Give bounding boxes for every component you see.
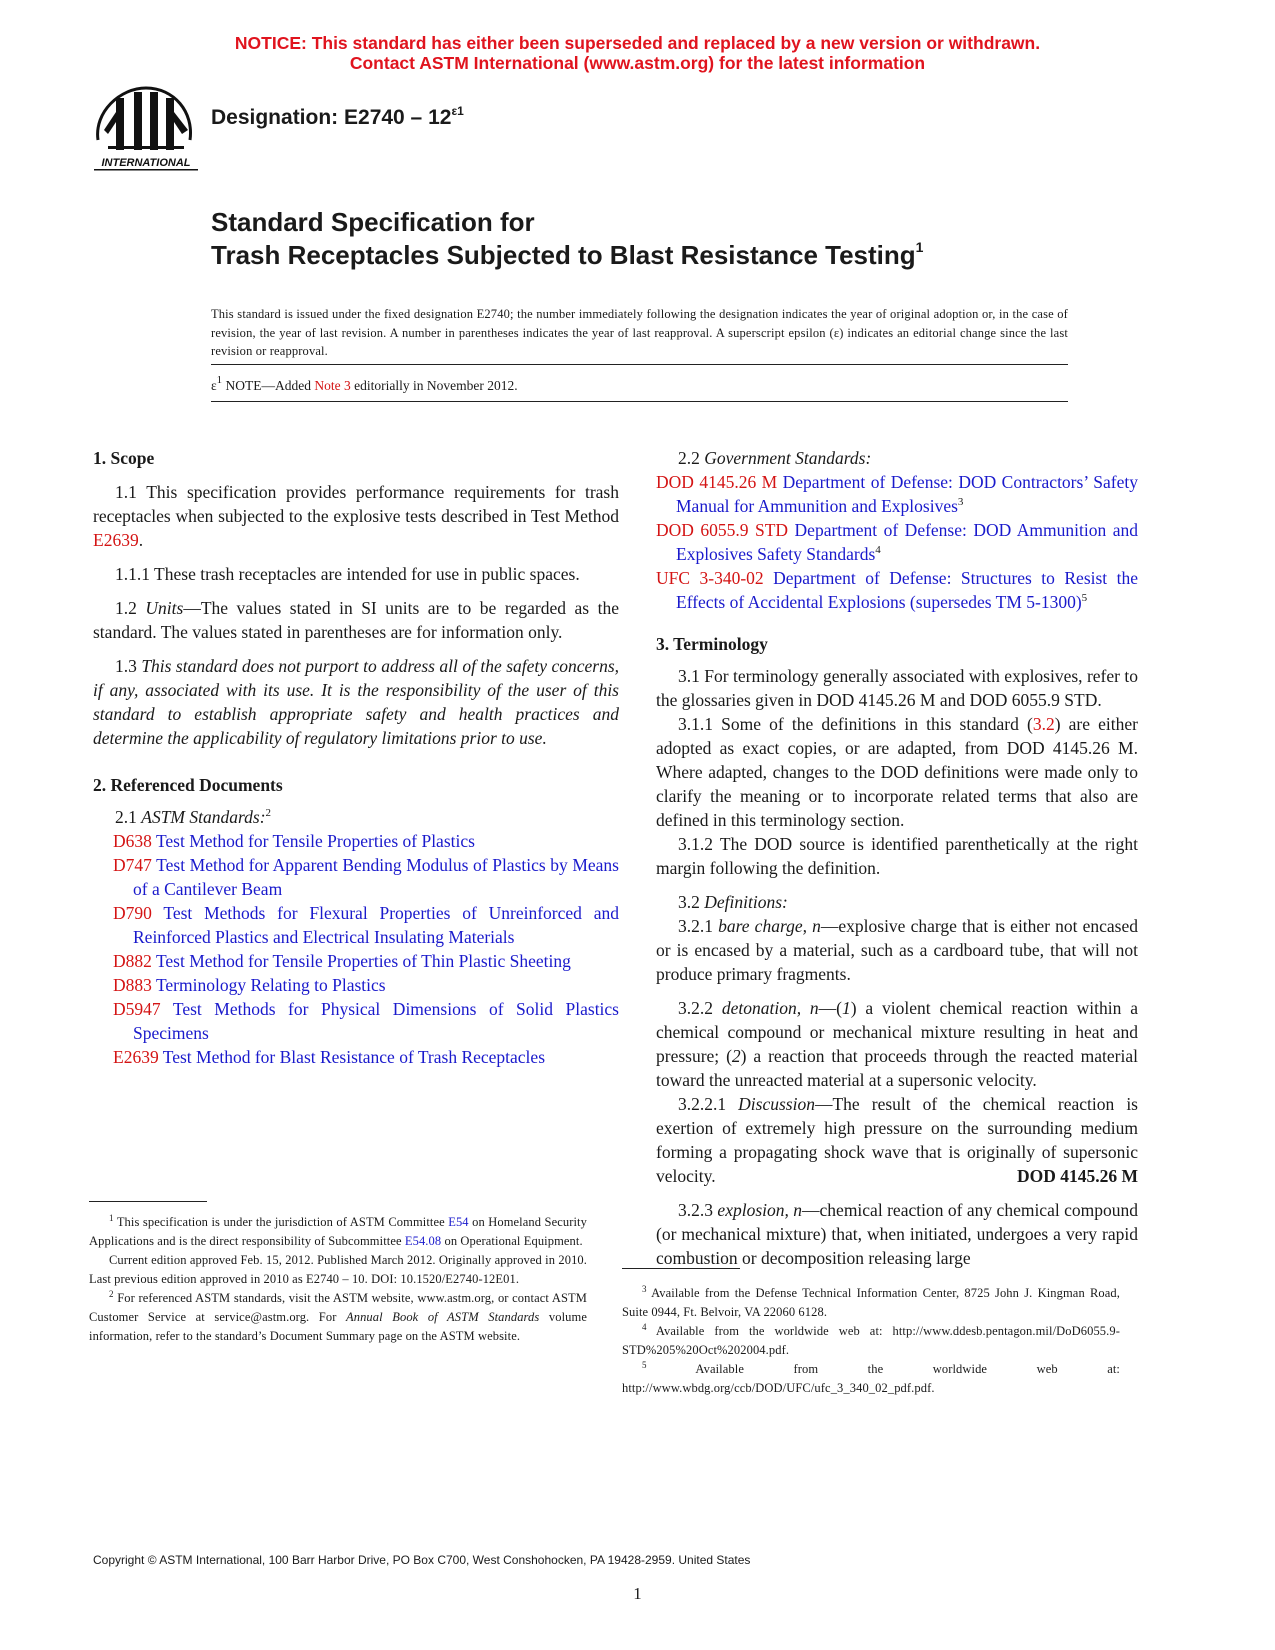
para-3-2-3-num: 3.2.3: [678, 1200, 718, 1220]
gov-reference-title[interactable]: Department of Defense: DOD Contractors’ Safety Manual for Ammunition and Explosives: [676, 472, 1138, 516]
footnotes-right: [622, 1284, 1120, 1398]
para-2-2-num: 2.2: [678, 448, 705, 468]
para-3-2-2-c: ) a reaction that proceeds through the reacted material toward the unreacted material at a supersonic velocity.: [656, 1046, 1138, 1090]
footnote-3: [622, 1284, 1120, 1322]
reference-item[interactable]: [113, 973, 619, 997]
section-1-heading: 1. Scope: [93, 448, 155, 468]
footnote-1-mark: 1: [109, 1213, 114, 1223]
footnotes-left: [89, 1213, 587, 1346]
para-3-2-2-i2: 2: [731, 1046, 741, 1066]
reference-title[interactable]: Test Method for Apparent Bending Modulus of Plastics by Means of a Cantilever Beam: [133, 855, 619, 899]
reference-item[interactable]: [113, 949, 619, 973]
para-3-1-1-pre: 3.1.1 Some of the definitions in this standard (: [678, 714, 1033, 734]
gov-reference-sup: 3: [957, 496, 964, 508]
footnote-1-post: on Operational Equipment.: [441, 1234, 583, 1248]
reference-title[interactable]: Test Methods for Physical Dimensions of Solid Plastics Specimens: [133, 999, 619, 1043]
reference-item[interactable]: [113, 997, 619, 1045]
footnote-4-text: Available from the worldwide web at: http://www.ddesb.pentagon.mil/DoD6055.9-STD%205%20Oct%202004.pdf.: [622, 1324, 1120, 1357]
para-1-1-text: 1.1 This specification provides performance requirements for trash receptacles when subjected to the explosive tests described in Test Method: [93, 482, 619, 526]
para-1-1: [93, 480, 619, 552]
para-1-2: [93, 596, 619, 644]
gov-reference-code[interactable]: UFC 3-340-02: [656, 568, 764, 588]
para-3-2-3-term: explosion, n: [717, 1200, 803, 1220]
footnote-5: [622, 1360, 1120, 1398]
issued-statement: This standard is issued under the fixed designation E2740; the number immediately following the designation indicates the year of original adoption or, in the case of revision, the year of last revision. A number in parentheses indicates the year of last reapproval. A superscript epsilon (ε) indicates an editorial change since the last revision or reapproval.: [211, 307, 1068, 358]
gov-reference-title[interactable]: Department of Defense: Structures to Resist the Effects of Accidental Explosions (supersedes TM 5-1300): [676, 568, 1139, 612]
para-3-2-1-num: 3.2.1: [678, 916, 719, 936]
reference-code[interactable]: E2639: [113, 1047, 159, 1067]
title-line-1: Standard Specification for: [211, 207, 535, 237]
epsilon-note: [211, 374, 518, 394]
para-3-2-2-b: ) a violent chemical reaction within a chemical compound or mechanical mixture resulting in heat and pressure; (: [656, 998, 1138, 1066]
para-3-2-2-1: [656, 1092, 1138, 1188]
reference-code[interactable]: D638: [113, 831, 152, 851]
para-3-2-2-1-italic: Discussion: [738, 1094, 815, 1114]
document-title: [211, 206, 923, 272]
notice-banner: [0, 33, 1275, 73]
e54-link[interactable]: E54: [448, 1215, 469, 1229]
epsilon-note-pre: NOTE—Added: [222, 378, 315, 393]
section-2-heading: 2. Referenced Documents: [93, 775, 283, 795]
footnote-2-pre: For referenced ASTM standards, visit the ASTM website, www.astm.org, or contact ASTM Customer Service at service@astm.org. For: [89, 1291, 587, 1324]
footnote-1-pre: This specification is under the jurisdiction of ASTM Committee: [113, 1215, 449, 1229]
footnote-5-text: Available from the worldwide web at: http://www.wbdg.org/ccb/DOD/UFC/ufc_3_340_02_pdf.pdf.: [622, 1362, 1120, 1395]
notice-line-2: Contact ASTM International (www.astm.org) for the latest information: [349, 53, 926, 73]
reference-title[interactable]: Test Methods for Flexural Properties of Unreinforced and Reinforced Plastics and Electrical Insulating Materials: [133, 903, 619, 947]
footnote-4-mark: 4: [642, 1322, 647, 1332]
para-3-2-2-1-num: 3.2.2.1: [678, 1094, 739, 1114]
para-1-1-1: 1.1.1 These trash receptacles are intended for use in public spaces.: [115, 564, 580, 584]
reference-code[interactable]: D883: [113, 975, 152, 995]
para-3-2-2-a: —(: [818, 998, 842, 1018]
reference-item[interactable]: [113, 829, 619, 853]
designation-label: Designation: E2740 – 12: [211, 106, 452, 129]
para-1-1-end: .: [138, 530, 144, 550]
para-2-2-italic: Government Standards:: [704, 448, 872, 468]
gov-reference-item[interactable]: [656, 518, 1138, 566]
epsilon-mark-sup: 1: [216, 374, 223, 386]
footnote-2-mark: 2: [109, 1289, 114, 1299]
para-3-2-2-1-rest: —The result of the chemical reaction is exertion of extremely high pressure on the surrounding medium forming a propagating shock wave that is originally of supersonic velocity.: [656, 1094, 1138, 1186]
footnote-3-mark: 3: [642, 1284, 647, 1294]
astm-logo-icon: [90, 82, 202, 177]
para-1-3: [93, 654, 619, 750]
para-3-1: 3.1 For terminology generally associated with explosives, refer to the glossaries given in DOD 4145.26 M and DOD 6055.9 STD.: [656, 666, 1138, 710]
section-3-2-link[interactable]: 3.2: [1032, 714, 1055, 734]
para-3-2-italic: Definitions:: [704, 892, 788, 912]
left-column: [93, 446, 619, 1069]
para-2-1: [93, 805, 619, 829]
para-3-2-2-1-source: DOD 4145.26 M: [1016, 1166, 1138, 1186]
divider-top: [211, 364, 1068, 365]
copyright: Copyright © ASTM International, 100 Barr Harbor Drive, PO Box C700, West Conshohocken, PA 19428-2959. United States: [93, 1553, 751, 1567]
footnote-5-mark: 5: [642, 1360, 647, 1370]
para-3-2-3: [656, 1198, 1138, 1270]
reference-item[interactable]: [113, 853, 619, 901]
gov-reference-code[interactable]: DOD 4145.26 M: [656, 472, 778, 492]
note-3-link[interactable]: Note 3: [314, 378, 351, 393]
para-3-2-num: 3.2: [678, 892, 705, 912]
para-3-2-2-i1: 1: [842, 998, 851, 1018]
para-2-1-italic: ASTM Standards:: [141, 807, 266, 827]
e2639-link[interactable]: E2639: [93, 530, 139, 550]
para-2-1-num: 2.1: [115, 807, 142, 827]
reference-code[interactable]: D747: [113, 855, 152, 875]
para-3-1-1: [656, 712, 1138, 832]
epsilon-note-post: editorially in November 2012.: [350, 378, 518, 393]
reference-title[interactable]: Test Method for Tensile Properties of Thin Plastic Sheeting: [151, 951, 571, 971]
designation: [211, 106, 464, 130]
para-1-2-num: 1.2: [115, 598, 146, 618]
para-3-2-1: [656, 914, 1138, 986]
para-1-2-italic: Units: [145, 598, 184, 618]
gov-reference-item[interactable]: [656, 566, 1138, 614]
reference-code[interactable]: D882: [113, 951, 152, 971]
para-1-3-italic: This standard does not purport to address all of the safety concerns, if any, associated with its use. It is the responsibility of the user of this standard to establish appropriate safety and health practices and determine the applicability of regulatory limitations prior to use.: [93, 656, 620, 748]
designation-superscript: ε1: [451, 104, 464, 118]
e54-08-link[interactable]: E54.08: [404, 1234, 442, 1248]
reference-item[interactable]: [113, 901, 619, 949]
para-1-3-num: 1.3: [115, 656, 142, 676]
gov-reference-code[interactable]: DOD 6055.9 STD: [656, 520, 789, 540]
para-3-2: [656, 890, 1138, 914]
footnote-1: [89, 1213, 587, 1251]
reference-item[interactable]: [113, 1045, 619, 1069]
gov-reference-sup: 5: [1081, 592, 1088, 604]
para-3-2-2-num: 3.2.2: [678, 998, 722, 1018]
para-3-1-2: 3.1.2 The DOD source is identified parenthetically at the right margin following the definition.: [656, 834, 1138, 878]
footnote-rule-left: [89, 1201, 207, 1202]
para-3-2-3-rest: —chemical reaction of any chemical compound (or mechanical mixture) that, when initiated, undergoes a very rapid combustion or decomposition releasing large: [656, 1200, 1138, 1268]
para-1-2-rest: —The values stated in SI units are to be regarded as the standard. The values stated in parentheses are for information only.: [93, 598, 619, 642]
gov-reference-sup: 4: [875, 544, 881, 556]
footnote-2-italic: Annual Book of ASTM Standards: [346, 1310, 540, 1324]
government-reference-list: [656, 470, 1138, 614]
footnote-2: [89, 1289, 587, 1346]
footnote-rule-right: [622, 1268, 740, 1269]
para-2-1-sup: 2: [265, 807, 272, 819]
footnote-2-post: volume information, refer to the standard’s Document Summary page on the ASTM website.: [89, 1310, 587, 1343]
para-3-2-1-term: bare charge, n: [718, 916, 821, 936]
reference-title[interactable]: Terminology Relating to Plastics: [151, 975, 386, 995]
footnote-1-edition: Current edition approved Feb. 15, 2012. Published March 2012. Originally approved in 2010. Last previous edition approved in 2010 as E2740 – 10. DOI: 10.1520/E2740-12E01.: [89, 1253, 587, 1286]
title-line-2-text: Trash Receptacles Subjected to Blast Resistance Testing: [211, 240, 916, 270]
footnote-1-mid: on Homeland Security Applications and is the direct responsibility of Subcommittee: [89, 1215, 587, 1248]
astm-reference-list: [93, 829, 619, 1069]
reference-code[interactable]: D790: [113, 903, 152, 923]
footnote-3-text: Available from the Defense Technical Information Center, 8725 John J. Kingman Road, Suite 0944, Ft. Belvoir, VA 22060 6128.: [622, 1286, 1120, 1319]
para-2-2: [678, 446, 1138, 470]
title-footnote-mark: 1: [915, 239, 924, 255]
para-3-2-2: [656, 996, 1138, 1092]
title-line-2: [211, 239, 923, 272]
notice-line-1: NOTICE: This standard has either been superseded and replaced by a new version or withdrawn.: [234, 33, 1041, 53]
divider-bottom: [211, 401, 1068, 402]
right-column: [656, 446, 1139, 1270]
para-3-1-1-post: ) are either adopted as exact copies, or are adapted, from DOD 4145.26 M. Where adapted, changes to the DOD definitions were made only to clarify the meaning or to incorporate related terms that also are defined in this terminology section.: [656, 714, 1138, 830]
gov-reference-item[interactable]: [656, 470, 1138, 518]
epsilon-mark: ε: [211, 378, 217, 393]
page-number: 1: [633, 1584, 642, 1603]
reference-title[interactable]: Test Method for Tensile Properties of Plastics: [151, 831, 475, 851]
reference-title[interactable]: Test Method for Blast Resistance of Trash Receptacles: [158, 1047, 546, 1067]
logo-text: INTERNATIONAL: [101, 157, 191, 169]
footnote-4: [622, 1322, 1120, 1360]
para-3-2-2-term: detonation, n: [721, 998, 819, 1018]
gov-reference-title[interactable]: Department of Defense: DOD Ammunition and Explosives Safety Standards: [676, 520, 1138, 564]
reference-code[interactable]: D5947: [113, 999, 161, 1019]
section-3-heading: 3. Terminology: [656, 634, 768, 654]
para-3-2-1-rest: —explosive charge that is either not encased or is encased by a material, such as a cardboard tube, that will not produce primary fragments.: [656, 916, 1138, 984]
